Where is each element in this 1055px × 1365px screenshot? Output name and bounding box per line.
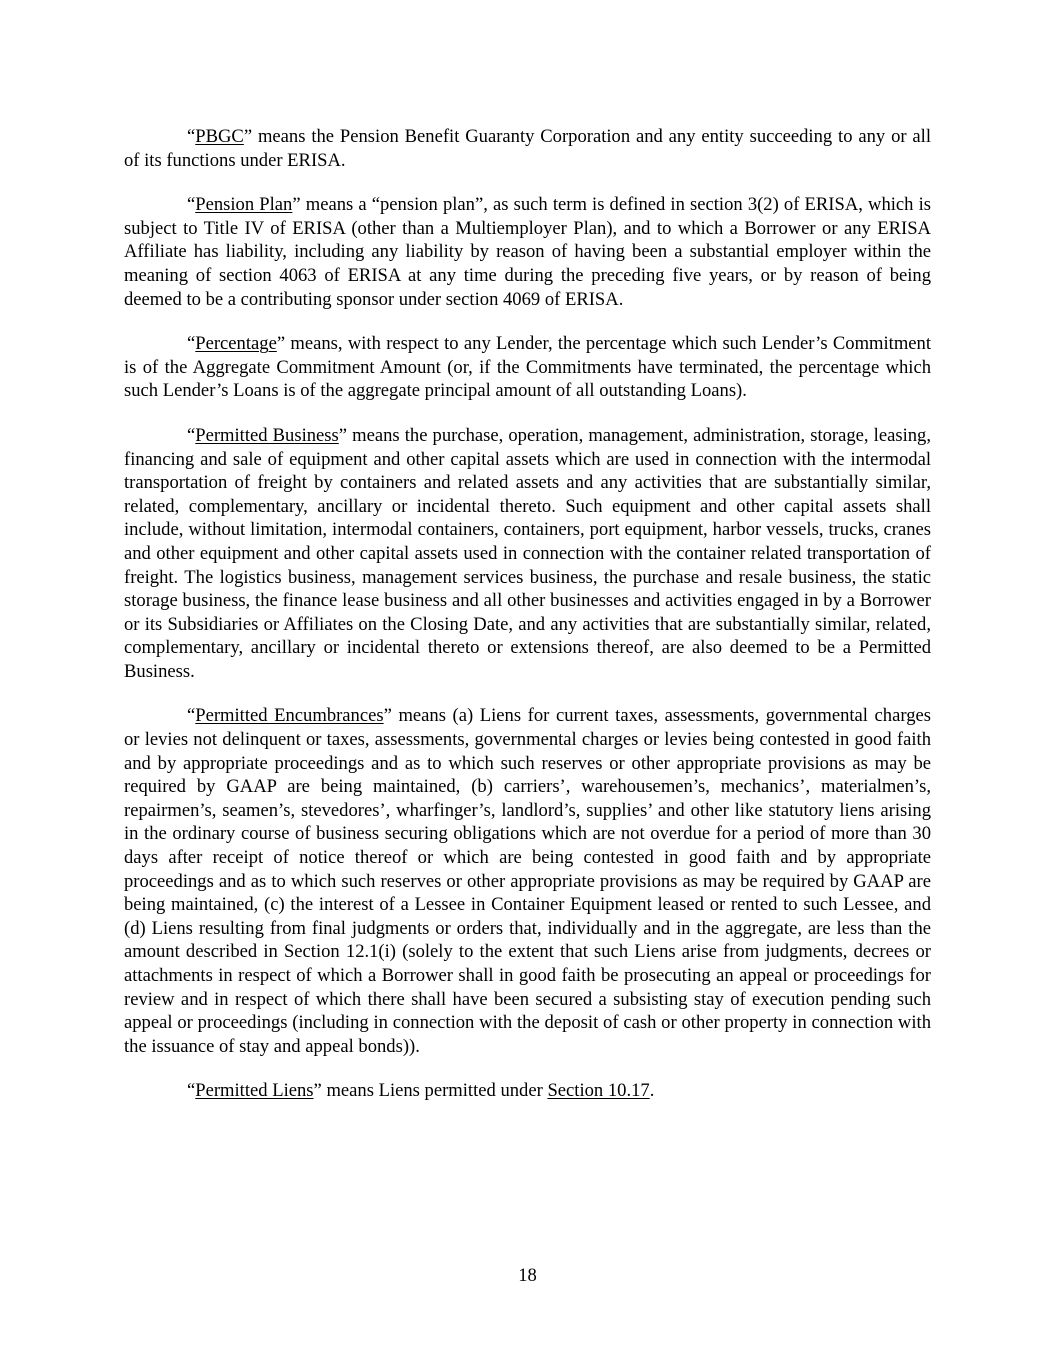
defined-term: PBGC [195, 126, 244, 147]
definition-body: means a “pension plan”, as such term is defined in section 3(2) of ERISA, which is subject to Title IV of ERISA (other than a Multiemployer Plan), and to which a Borrower or any ERISA Affiliate has liability, including any liability by reason of having been a substantial employer within the meaning of section 4063 of ERISA at any time during the preceding five years, or by reason of being deemed to be a contributing sponsor under section 4069 of ERISA. [124, 194, 932, 310]
close-quote: ” [276, 333, 286, 355]
definition-permitted-business [124, 424, 931, 684]
page-number: 18 [518, 1265, 537, 1286]
defined-term: Permitted Liens [195, 1080, 314, 1102]
definition-permitted-encumbrances [124, 704, 931, 1058]
close-quote: ” [243, 126, 253, 147]
definition-pbgc [124, 125, 931, 172]
definition-permitted-liens [124, 1079, 931, 1103]
defined-term: Percentage [195, 333, 277, 355]
document-page [124, 125, 931, 1124]
open-quote: “ [187, 333, 196, 355]
close-quote: ” [338, 424, 348, 446]
definition-percentage [124, 332, 931, 403]
defined-term: Permitted Encumbrances [195, 705, 384, 727]
definition-body: means the purchase, operation, management, administration, storage, leasing, financing and sale of equipment and other capital assets which are used in connection with the intermodal transportation of freight by containers and related assets and any activities that are substantially similar, related, complementary, ancillary or incidental thereto. Such equipment and other capital assets shall include, without limitation, intermodal containers, containers, port equipment, harbor vessels, trucks, cranes and other equipment and other capital assets used in connection with the container related transportation of freight. The logistics business, management services business, the purchase and resale business, the static storage business, the finance lease business and all other businesses and activities engaged in by a Borrower or its Subsidiaries or Affiliates on the Closing Date, and any activities that are substantially similar, related, complementary, ancillary or incidental thereto or extensions thereof, are also deemed to be a Permitted Business. [124, 424, 931, 682]
definition-body: means (a) Liens for current taxes, assessments, governmental charges or levies not delinquent or taxes, assessments, governmental charges or levies being contested in good faith and by appropriate proceedings and as to which such reserves or other appropriate provisions as may be required by GAAP are being maintained, (b) carriers’, warehousemen’s, mechanics’, materialmen’s, repairmen’s, seamen’s, stevedores’, wharfinger’s, landlord’s, supplies’ and other like statutory liens arising in the ordinary course of business securing obligations which are not overdue for a period of more than 30 days after receipt of notice thereof or which are being contested in good faith and by appropriate proceedings and as to which such reserves or other appropriate provisions as may be required by GAAP are being maintained, (c) the interest of a Lessee in Container Equipment leased or rented to such Lessee, and (d) Liens resulting from final judgments or orders that, individually and in the aggregate, are less than the amount described in Section 12.1(i) (solely to the extent that such Liens arise from judgments, decrees or attachments in respect of which a Borrower shall in good faith be prosecuting an appeal or proceedings for review and in respect of which there shall have been secured a subsisting stay of execution pending such appeal or proceedings (including in connection with the deposit of cash or other property in connection with the issuance of stay and appeal bonds)). [124, 705, 931, 1057]
close-quote: ” [313, 1080, 322, 1102]
close-quote: ” [292, 194, 301, 216]
trailing-period: . [649, 1080, 655, 1102]
defined-term: Pension Plan [195, 194, 293, 216]
open-quote: “ [187, 1080, 196, 1102]
definition-body: means, with respect to any Lender, the percentage which such Lender’s Commitment is of the Aggregate Commitment Amount (or, if the Commitments have terminated, the percentage which such Lender’s Loans is of the aggregate principal amount of all outstanding Loans). [124, 333, 931, 402]
definition-body: means Liens permitted under [321, 1080, 548, 1102]
open-quote: “ [187, 126, 196, 147]
definition-body: means the Pension Benefit Guaranty Corporation and any entity succeeding to any or all of its functions under ERISA. [124, 126, 931, 171]
defined-term: Permitted Business [195, 424, 339, 446]
section-reference: Section 10.17 [547, 1080, 650, 1102]
open-quote: “ [187, 194, 196, 216]
open-quote: “ [187, 705, 196, 727]
definition-pension-plan [124, 193, 931, 311]
open-quote: “ [187, 424, 196, 446]
close-quote: ” [383, 705, 392, 727]
